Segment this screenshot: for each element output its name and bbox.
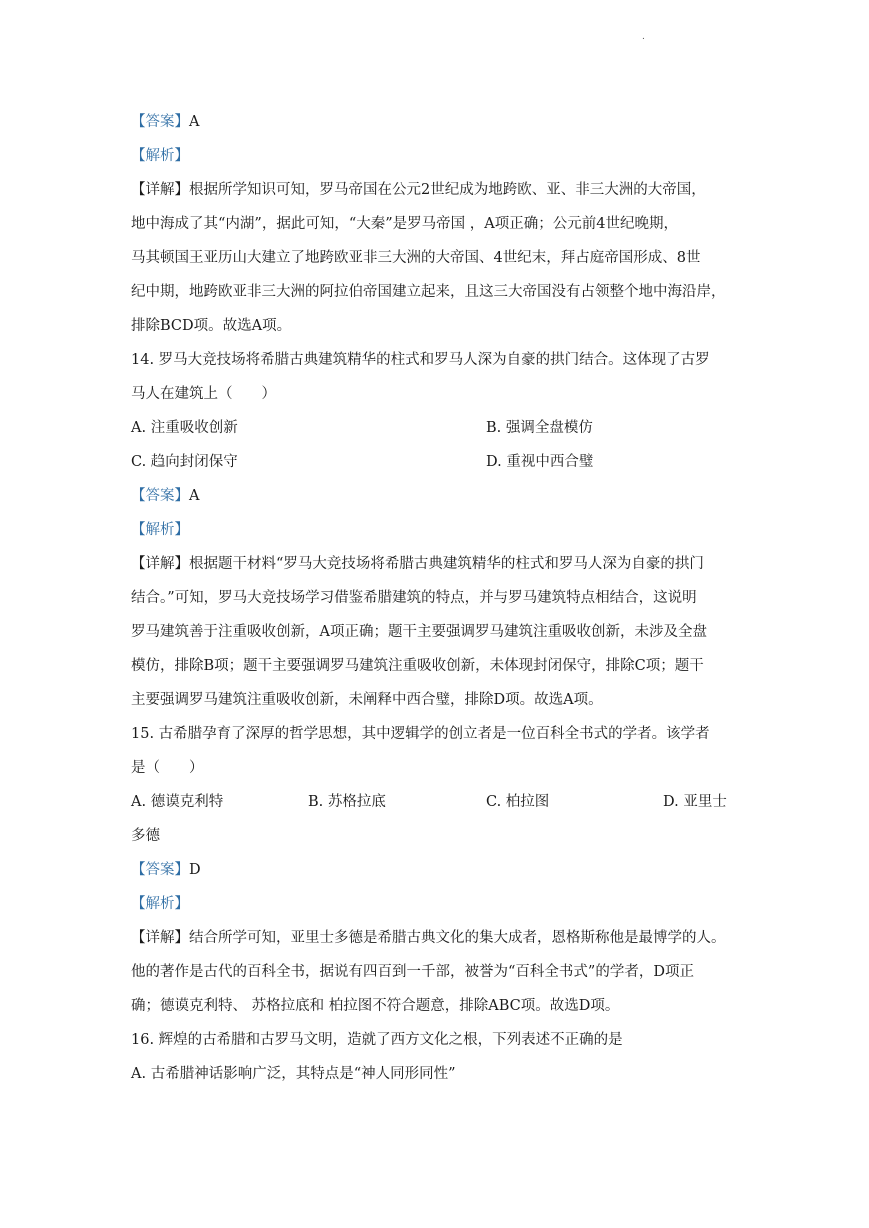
- q15-answer: [131, 858, 741, 892]
- q16-stem-line: 16. 辉煌的古希腊和古罗马文明，造就了西方文化之根，下列表述不正确的是: [131, 1032, 623, 1048]
- q14-detail-line: 结合。”可知，罗马大竞技场学习借鉴希腊建筑的特点，并与罗马建筑特点相结合，这说明: [131, 590, 697, 606]
- option-c: C. 趋向封闭保守: [131, 454, 238, 470]
- q13-detail-line: [131, 178, 741, 212]
- q14-answer: [131, 484, 741, 518]
- answer-label: 【答案】: [131, 862, 189, 878]
- analysis-label: 【解析】: [131, 896, 189, 912]
- analysis-label: 【解析】: [131, 522, 189, 538]
- option-b: B. 强调全盘模仿: [486, 420, 593, 436]
- q13-detail-line: 地中海成了其“内湖”，据此可知，“大秦”是罗马帝国 ，A项正确；公元前4世纪晚期，: [131, 216, 678, 232]
- q15-detail-line: 确；德谟克利特、 苏格拉底和 柏拉图不符合题意，排除ABC项。故选D项。: [131, 998, 620, 1014]
- detail-text: 根据题干材料“罗马大竞技场将希腊古典建筑精华的柱式和罗马人深为自豪的拱门: [189, 556, 704, 572]
- q15-stem-line: 15. 古希腊孕育了深厚的哲学思想，其中逻辑学的创立者是一位百科全书式的学者。该学者: [131, 726, 710, 742]
- q14-detail-line: [131, 552, 741, 586]
- q13-detail-line: 排除BCD项。故选A项。: [131, 318, 292, 334]
- q14-detail-line: 模仿，排除B项；题干主要强调罗马建筑注重吸收创新，未体现封闭保守，排除C项；题干: [131, 658, 704, 674]
- q14-analysis: [131, 518, 741, 552]
- answer-value: A: [189, 488, 200, 504]
- q15-detail-line: [131, 926, 741, 960]
- q13-answer: [131, 110, 741, 144]
- detail-label: 【详解】: [131, 556, 189, 572]
- option-d: D. 重视中西合璧: [486, 454, 594, 470]
- q15-option-wrap: 多德: [131, 828, 160, 844]
- header-mark: .: [642, 32, 645, 42]
- option-b: B. 苏格拉底: [308, 794, 386, 810]
- q15-options-row: [131, 790, 741, 824]
- q13-detail-line: 纪中期，地跨欧亚非三大洲的阿拉伯帝国建立起来，且这三大帝国没有占领整个地中海沿岸，: [131, 284, 726, 300]
- q13-analysis: [131, 144, 741, 178]
- option-a: A. 德谟克利特: [131, 794, 224, 810]
- q16-option-a: A. 古希腊神话影响广泛，其特点是“神人同形同性”: [131, 1066, 456, 1082]
- q14-options-row: [131, 416, 741, 450]
- option-c: C. 柏拉图: [486, 794, 550, 810]
- detail-label: 【详解】: [131, 182, 189, 198]
- analysis-label: 【解析】: [131, 148, 189, 164]
- option-a: A. 注重吸收创新: [131, 420, 238, 436]
- q13-detail-line: 马其顿国王亚历山大建立了地跨欧亚非三大洲的大帝国、4世纪末，拜占庭帝国形成、8世: [131, 250, 701, 266]
- detail-label: 【详解】: [131, 930, 189, 946]
- q15-analysis: [131, 892, 741, 926]
- q14-stem-line: 马人在建筑上（ ）: [131, 386, 276, 402]
- q15-stem-line: 是（ ）: [131, 760, 204, 776]
- answer-value: D: [189, 862, 201, 878]
- detail-text: 结合所学可知，亚里士多德是希腊古典文化的集大成者，恩格斯称他是最博学的人。: [189, 930, 726, 946]
- option-d: D. 亚里士: [663, 794, 727, 810]
- document-body: [131, 110, 741, 1096]
- q14-detail-line: 罗马建筑善于注重吸收创新，A项正确；题干主要强调罗马建筑注重吸收创新，未涉及全盘: [131, 624, 707, 640]
- detail-text: 根据所学知识可知，罗马帝国在公元2世纪成为地跨欧、亚、非三大洲的大帝国，: [189, 182, 706, 198]
- q14-options-row: [131, 450, 741, 484]
- answer-label: 【答案】: [131, 114, 189, 130]
- q15-detail-line: 他的著作是古代的百科全书，据说有四百到一千部，被誉为“百科全书式”的学者，D项正: [131, 964, 694, 980]
- answer-label: 【答案】: [131, 488, 189, 504]
- q14-detail-line: 主要强调罗马建筑注重吸收创新，未阐释中西合璧，排除D项。故选A项。: [131, 692, 603, 708]
- answer-value: A: [189, 114, 200, 130]
- q14-stem-line: 14. 罗马大竞技场将希腊古典建筑精华的柱式和罗马人深为自豪的拱门结合。这体现了古罗: [131, 352, 710, 368]
